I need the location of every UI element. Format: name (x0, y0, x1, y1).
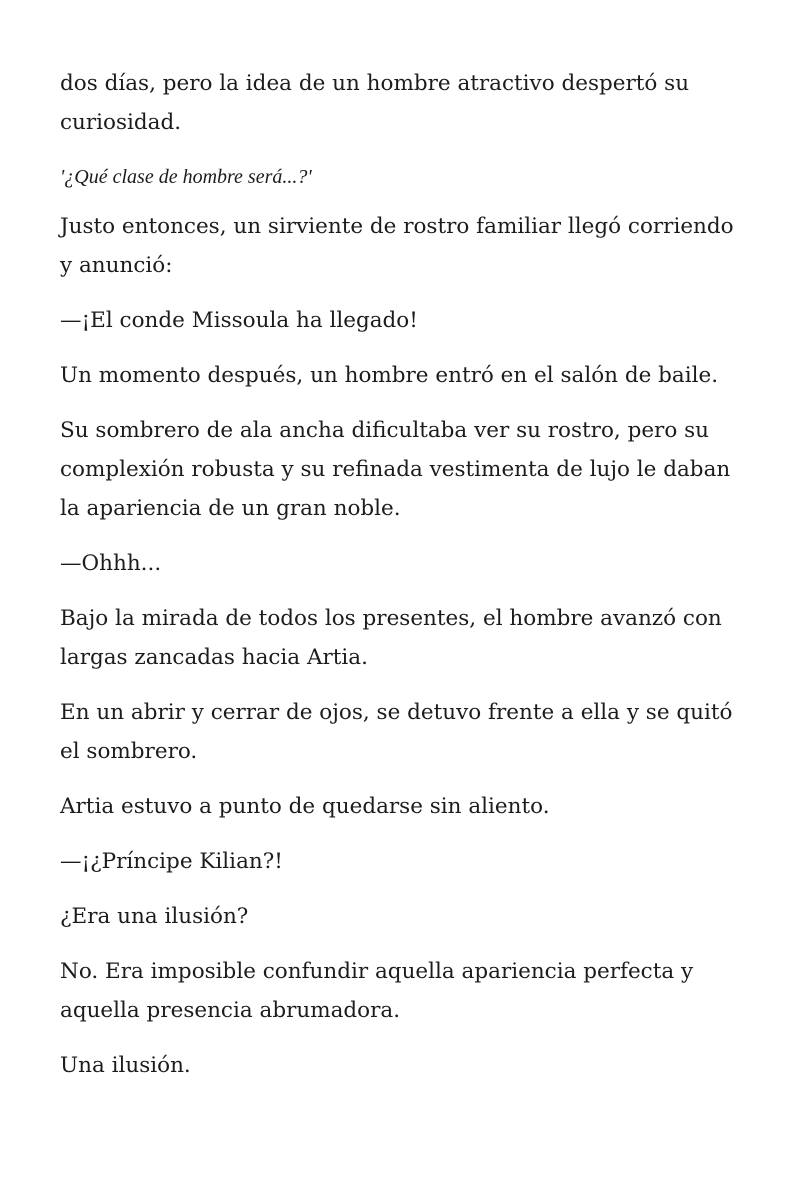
paragraph: Artia estuvo a punto de quedarse sin aliento. (60, 794, 550, 819)
paragraph: En un abrir y cerrar de ojos, se detuvo frente a ella y se quitó el sombrero. (60, 700, 733, 764)
reader-page (60, 64, 750, 1101)
dialogue-line: —Ohhh... (60, 551, 162, 576)
paragraph: Justo entonces, un sirviente de rostro familiar llegó corriendo y anunció: (60, 214, 734, 278)
paragraph: Un momento después, un hombre entró en el salón de baile. (60, 363, 719, 388)
paragraph: No. Era imposible confundir aquella apariencia perfecta y aquella presencia abrumadora. (60, 959, 694, 1023)
paragraph: Una ilusión. (60, 1053, 191, 1078)
paragraph: Su sombrero de ala ancha dificultaba ver su rostro, pero su complexión robusta y su refinada vestimenta de lujo le daban la apariencia de un gran noble. (60, 418, 731, 521)
dialogue-line: —¡¿Príncipe Kilian?! (60, 849, 283, 874)
paragraph: ¿Era una ilusión? (60, 904, 249, 929)
inner-thought: '¿Qué clase de hombre será...?' (60, 166, 312, 188)
dialogue-line: —¡El conde Missoula ha llegado! (60, 308, 418, 333)
paragraph: Bajo la mirada de todos los presentes, el hombre avanzó con largas zancadas hacia Artia. (60, 606, 722, 670)
paragraph: dos días, pero la idea de un hombre atractivo despertó su curiosidad. (60, 71, 690, 135)
